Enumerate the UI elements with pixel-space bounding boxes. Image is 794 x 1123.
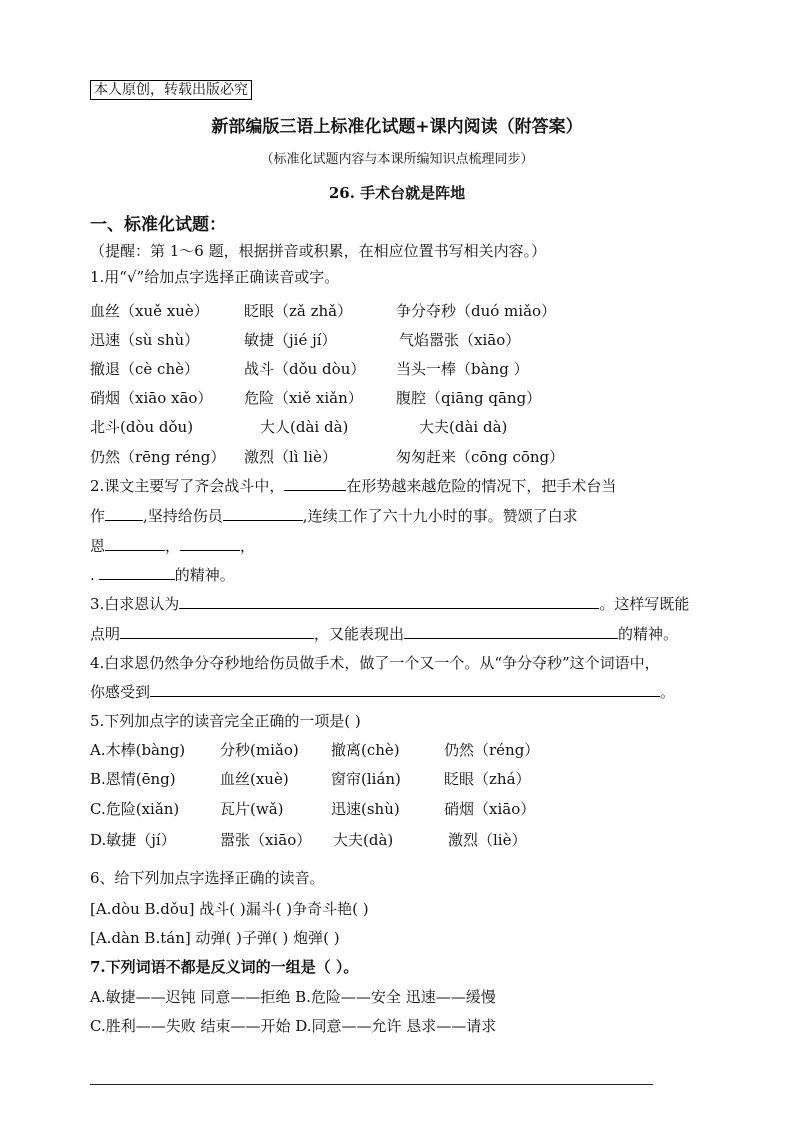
q3-line-1 [90, 593, 689, 615]
q2-line-3 [90, 535, 255, 557]
q1-item: 大人(dài dà) [260, 418, 349, 436]
q2-text: 在形势越来越危险的情况下，把手术台当 [346, 477, 617, 495]
q2-line-2 [90, 505, 578, 527]
q2-text: 恩 [90, 537, 106, 555]
q2-text: ,连续工作了六十九小时的事。赞颂了白求 [302, 507, 578, 525]
q5-option: 仍然（réng） [444, 741, 540, 759]
q1-item: 敏捷（jié jí） [244, 331, 337, 349]
q3-text: ，又能表现出 [314, 625, 405, 643]
q1-item: 北斗(dòu dǒu) [90, 418, 194, 436]
page-title: 新部编版三语上标准化试题+课内阅读（附答案） [211, 117, 583, 137]
q5-prompt: 5.下列加点字的读音完全正确的一项是( ) [90, 712, 361, 730]
q1-item: 激烈（lì liè） [244, 448, 337, 466]
page-subtitle: （标准化试题内容与本课所编知识点梳理同步） [260, 152, 534, 167]
q2-text: ， [240, 537, 256, 555]
q5-option: 嚣张（xiāo） [220, 831, 312, 849]
q2-line-1 [90, 475, 616, 497]
q5-option: 硝烟（xiāo） [444, 800, 536, 818]
answer-blank[interactable] [404, 623, 618, 639]
q1-item: 血丝（xuě xuè） [90, 302, 209, 320]
q6-prompt: 6、给下列加点字选择正确的读音。 [90, 869, 325, 887]
q3-text: 3.白求恩认为 [90, 595, 180, 613]
section-heading: 一、标准化试题： [90, 215, 226, 235]
q7-prompt: 7.下列词语不都是反义词的一组是（ ）。 [90, 958, 359, 976]
answer-blank[interactable] [105, 505, 143, 521]
q5-option: A.木棒(bàng) [90, 741, 186, 759]
q5-option: D.敏捷（jí） [90, 831, 176, 849]
q2-line-4 [90, 564, 235, 586]
q2-text: . [90, 566, 95, 584]
q5-option: 窗帘(lián) [331, 770, 401, 788]
q2-text: 作 [90, 507, 106, 525]
q5-option: 大夫(dà) [333, 831, 394, 849]
answer-blank[interactable] [99, 564, 175, 580]
q3-text: 点明 [90, 625, 121, 643]
q5-option: 激烈（liè） [448, 831, 527, 849]
q1-item: 撤退（cè chè） [90, 360, 199, 378]
q5-option: 分秒(miǎo) [220, 741, 299, 759]
q5-option: C.危险(xiǎn) [90, 800, 180, 818]
q1-item: 当头一棒（bàng ） [396, 360, 529, 378]
q3-line-2 [90, 623, 678, 645]
answer-blank[interactable] [179, 593, 599, 609]
q2-text: 2.课文主要写了齐会战斗中， [90, 477, 285, 495]
answer-blank[interactable] [180, 535, 240, 551]
q1-item: 仍然（rēng réng） [90, 448, 226, 466]
q4-line-2 [90, 681, 675, 703]
answer-blank[interactable] [150, 681, 660, 697]
q5-option: 撤离(chè) [331, 741, 400, 759]
q1-item: 硝烟（xiāo xāo） [90, 389, 213, 407]
q7-line-1: A.敏捷——迟钝 同意——拒绝 B.危险——安全 迅速——缓慢 [90, 988, 496, 1006]
q5-option: 迅速(shù) [331, 800, 400, 818]
q4-line-1: 4.白求恩仍然争分夺秒地给伤员做手术，做了一个又一个。从“争分夺秒”这个词语中， [90, 654, 660, 672]
q1-item: 迅速（sù shù） [90, 331, 200, 349]
q1-item: 匆匆赶来（cōng cōng） [396, 448, 565, 466]
q1-item: 气焰嚣张（xiāo） [399, 331, 521, 349]
q2-text: ,坚持给伤员 [143, 507, 223, 525]
copyright-stamp: 本人原创，转载出版必究 [90, 80, 252, 100]
q7-line-2: C.胜利——失败 结束——开始 D.同意——允许 恳求——请求 [90, 1017, 497, 1035]
q4-text: 你感受到 [90, 683, 151, 701]
q6-line-2: [A.dàn B.tán] 动弹( )子弹( ) 炮弹( ) [90, 929, 340, 947]
q5-option: 血丝(xuè) [220, 770, 289, 788]
q1-item: 腹腔（qiāng qāng） [396, 389, 542, 407]
q6-line-1: [A.dòu B.dǒu] 战斗( )漏斗( )争奇斗艳( ) [90, 900, 369, 918]
q3-text: 。这样写既能 [599, 595, 690, 613]
q5-option: 眨眼（zhá） [444, 770, 531, 788]
q1-item: 眨眼（zǎ zhǎ） [244, 302, 353, 320]
q5-option: 瓦片(wǎ) [220, 800, 284, 818]
q2-text: ， [165, 537, 181, 555]
q1-item: 争分夺秒（duó miǎo） [396, 302, 557, 320]
answer-blank[interactable] [120, 623, 314, 639]
q2-text: 的精神。 [174, 566, 235, 584]
q5-option: B.恩情(ēng) [90, 770, 176, 788]
footer-divider [90, 1084, 653, 1085]
q3-text: 的精神。 [618, 625, 679, 643]
lesson-title: 26. 手术台就是阵地 [328, 184, 466, 202]
q1-item: 大夫(dài dà) [419, 418, 508, 436]
q1-item: 战斗（dǒu dòu） [244, 360, 366, 378]
q4-text: 。 [660, 683, 676, 701]
q1-prompt: 1.用“√”给加点字选择正确读音或字。 [90, 268, 340, 286]
answer-blank[interactable] [223, 505, 303, 521]
answer-blank[interactable] [105, 535, 165, 551]
answer-blank[interactable] [284, 475, 346, 491]
hint-text: （提醒：第 1～6 题，根据拼音或积累，在相应位置书写相关内容。） [90, 242, 547, 260]
q1-item: 危险（xiě xiǎn） [244, 389, 363, 407]
